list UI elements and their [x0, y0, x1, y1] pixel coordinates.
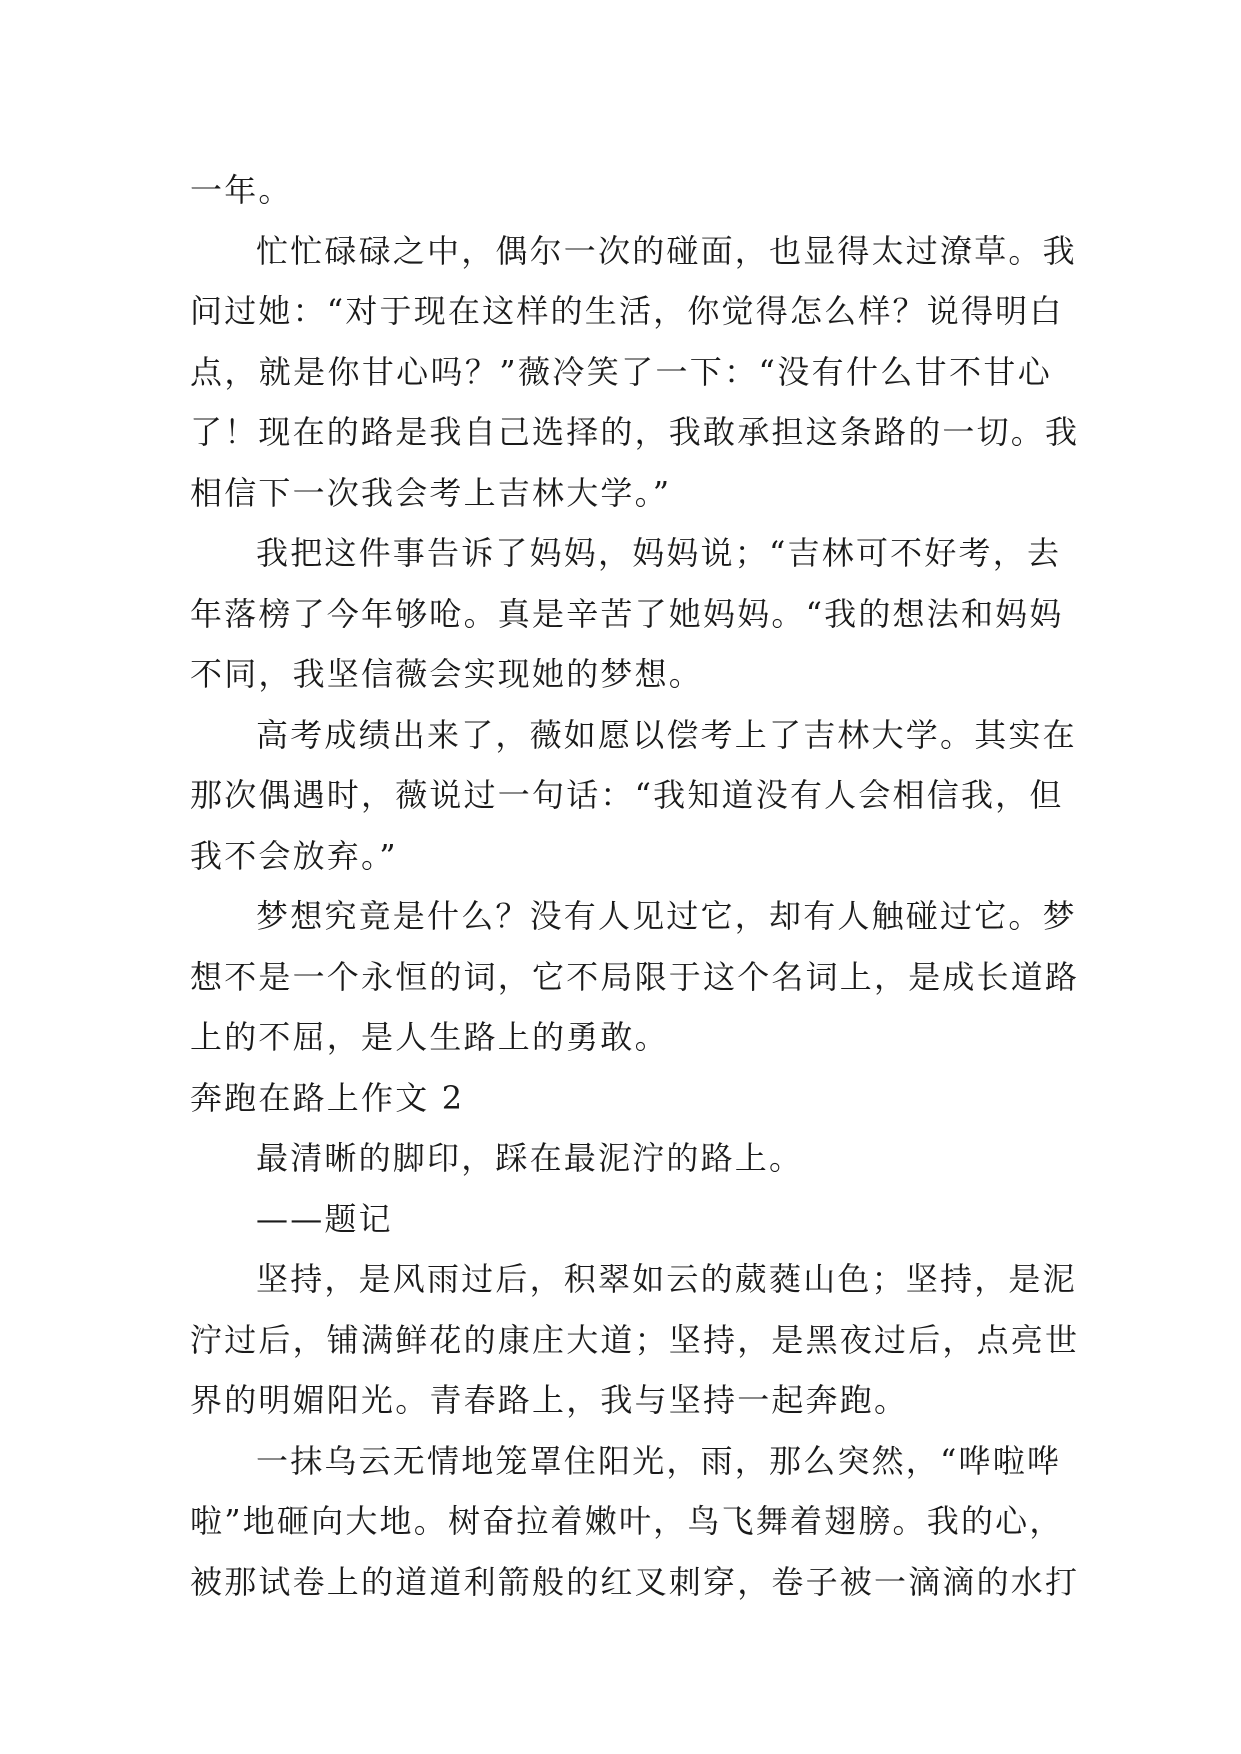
text-line: 上的不屈，是人生路上的勇敢。 [190, 1018, 669, 1056]
body-text [190, 160, 1080, 1612]
text-line: 一抹乌云无情地笼罩住阳光，雨，那么突然，“哗啦哗 [256, 1441, 1062, 1480]
text-line: 年落榜了今年够呛。真是辛苦了她妈妈。“我的想法和妈妈 [190, 594, 1064, 633]
text-line: ——题记 [256, 1199, 393, 1238]
text-line: 被那试卷上的道道利箭般的红叉刺穿，卷子被一滴滴的水打 [190, 1562, 1080, 1601]
text-line: 泞过后，铺满鲜花的康庄大道；坚持，是黑夜过后，点亮世 [190, 1320, 1080, 1359]
text-line: 相信下一次我会考上吉林大学。” [190, 473, 672, 512]
text-line: 界的明媚阳光。青春路上，我与坚持一起奔跑。 [190, 1381, 909, 1419]
text-line: 忙忙碌碌之中，偶尔一次的碰面，也显得太过潦草。我 [256, 231, 1077, 270]
text-line: 坚持，是风雨过后，积翠如云的葳蕤山色；坚持，是泥 [256, 1260, 1077, 1298]
text-line: 奔跑在路上作文 2 [190, 1078, 465, 1117]
text-line: 那次偶遇时，薇说过一句话：“我知道没有人会相信我，但 [190, 776, 1064, 814]
text-line: 点，就是你甘心吗？”薇冷笑了一下：“没有什么甘不甘心 [190, 352, 1052, 391]
text-line: 啦”地砸向大地。树奋拉着嫩叶，鸟飞舞着翅膀。我的心， [190, 1502, 1064, 1540]
text-line: 不同，我坚信薇会实现她的梦想。 [190, 655, 704, 693]
text-line: 我不会放弃。” [190, 836, 398, 875]
text-line: 高考成绩出来了，薇如愿以偿考上了吉林大学。其实在 [256, 715, 1077, 754]
text-line: 梦想究竟是什么？没有人见过它，却有人触碰过它。梦 [256, 897, 1077, 935]
text-line: 想不是一个永恒的词，它不局限于这个名词上，是成长道路 [190, 957, 1080, 996]
text-line: 最清晰的脚印，踩在最泥泞的路上。 [256, 1139, 804, 1177]
text-line: 了！现在的路是我自己选择的，我敢承担这条路的一切。我 [190, 413, 1080, 451]
text-line: 一年。 [190, 171, 293, 209]
text-line: 问过她：“对于现在这样的生活，你觉得怎么样？说得明白 [190, 292, 1064, 330]
text-line: 我把这件事告诉了妈妈，妈妈说；“吉林可不好考，去 [256, 534, 1062, 572]
